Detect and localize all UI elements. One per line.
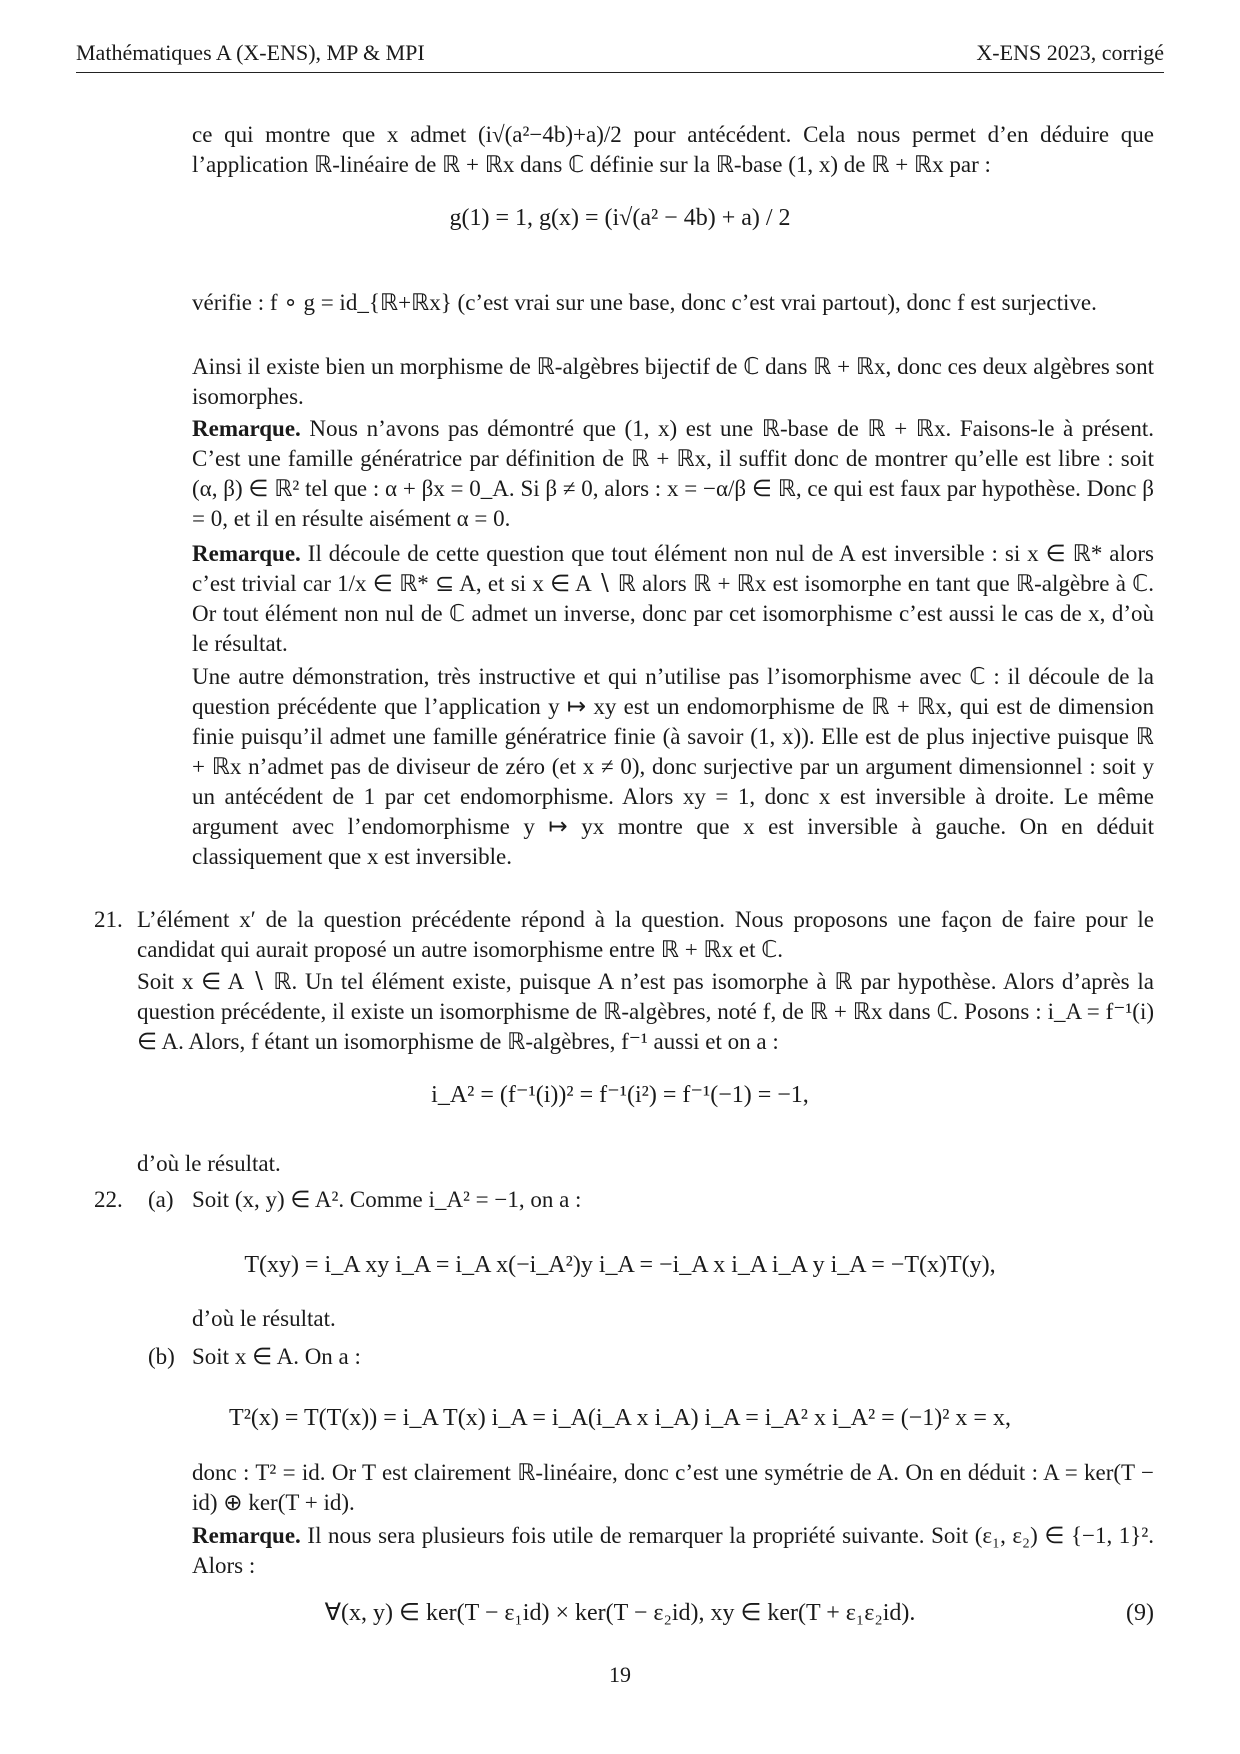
remark-invertible [192, 539, 1154, 659]
remark-basis [192, 414, 1154, 534]
remark-text: Il découle de cette question que tout élément non nul de A est inversible : si x ∈ ℝ* alors c’est trivial car 1/x ∈ ℝ* ⊆ A, et si x ∈ A ∖ ℝ alors ℝ + ℝx est isomorphe en tant que ℝ-algèbre à ℂ. Or tout élément non nul de ℂ admet un inverse, donc par cet isomorphisme c’est aussi le cas de x, d’où le résultat. [192, 541, 1155, 656]
header-left: Mathématiques A (X-ENS), MP & MPI [76, 40, 425, 65]
remark-label: Remarque. [192, 1523, 301, 1548]
remark-property [192, 1521, 1154, 1581]
question-22b-symmetry: donc : T² = id. Or T est clairement ℝ-linéaire, donc c’est une symétrie de A. On en déduit : A = ker(T − id) ⊕ ker(T + id). [192, 1460, 1154, 1515]
question-21-body: Soit x ∈ A ∖ ℝ. Un tel élément existe, puisque A n’est pas isomorphe à ℝ par hypothèse. Alors d’après la question précédente, il existe un isomorphisme de ℝ-algèbres, noté f, de ℝ + ℝx dans ℂ. Posons : i_A = f⁻¹(i) ∈ A. Alors, f étant un isomorphisme de ℝ-algèbres, f⁻¹ aussi et on a : [137, 969, 1154, 1054]
paragraph-antecedent: ce qui montre que x admet (i√(a²−4b)+a)/2 pour antécédent. Cela nous permet d’en déduire que l’application ℝ-linéaire de ℝ + ℝx dans ℂ définie sur la ℝ-base (1, x) de ℝ + ℝx par : [192, 122, 1154, 177]
subquestion-a-label: (a) [148, 1187, 174, 1212]
equation-kernel-property: ∀(x, y) ∈ ker(T − ε₁id) × ker(T − ε₂id), xy ∈ ker(T + ε₁ε₂id). [324, 1600, 916, 1626]
question-21-conclusion: d’où le résultat. [137, 1151, 281, 1176]
subquestion-b-label: (b) [148, 1344, 175, 1369]
question-22b-intro: Soit x ∈ A. On a : [192, 1344, 361, 1369]
question-22a-intro: Soit (x, y) ∈ A². Comme i_A² = −1, on a : [192, 1187, 582, 1212]
paragraph-alternative-proof: Une autre démonstration, très instructive et qui n’utilise pas l’isomorphisme avec ℂ : il découle de la question précédente que l’application y ↦ xy est un endomorphisme de ℝ + ℝx, qui est de dimension finie puisqu’il admet une famille génératrice finie (à savoir (1, x)). Elle est de plus injective puisque ℝ + ℝx n’admet pas de diviseur de zéro (et x ≠ 0), donc surjective par un argument dimensionnel : soit y un antécédent de 1 par cet endomorphisme. Alors xy = 1, donc x est inversible à droite. Le même argument avec l’endomorphisme y ↦ yx montre que x est inversible à gauche. On en déduit classiquement que x est inversible. [192, 664, 1154, 869]
equation-g-definition: g(1) = 1, g(x) = (i√(a² − 4b) + a) / 2 [449, 205, 791, 231]
remark-label: Remarque. [192, 416, 301, 441]
equation-iA-squared: i_A² = (f⁻¹(i))² = f⁻¹(i²) = f⁻¹(−1) = −1, [431, 1082, 809, 1108]
paragraph-surjective: vérifie : f ∘ g = id_{ℝ+ℝx} (c’est vrai sur une base, donc c’est vrai partout), donc f est surjective. [192, 290, 1097, 315]
question-21-intro: L’élément x′ de la question précédente répond à la question. Nous proposons une façon de faire pour le candidat qui aurait proposé un autre isomorphisme entre ℝ + ℝx et ℂ. [137, 907, 1154, 962]
remark-label: Remarque. [192, 541, 301, 566]
header-right: X-ENS 2023, corrigé [976, 40, 1164, 65]
equation-number: (9) [1126, 1600, 1154, 1626]
remark-text: Il nous sera plusieurs fois utile de remarquer la propriété suivante. Soit (ε₁, ε₂) ∈ {−1, 1}². Alors : [192, 1523, 1154, 1578]
equation-T-squared: T²(x) = T(T(x)) = i_A T(x) i_A = i_A(i_A x i_A) i_A = i_A² x i_A² = (−1)² x = x, [229, 1405, 1011, 1431]
paragraph-isomorphic: Ainsi il existe bien un morphisme de ℝ-algèbres bijectif de ℂ dans ℝ + ℝx, donc ces deux algèbres sont isomorphes. [192, 354, 1154, 409]
page-number: 19 [609, 1662, 631, 1687]
equation-T-xy: T(xy) = i_A xy i_A = i_A x(−i_A²)y i_A = −i_A x i_A i_A y i_A = −T(x)T(y), [244, 1252, 996, 1278]
question-number-22: 22. [94, 1187, 123, 1212]
remark-text: Nous n’avons pas démontré que (1, x) est une ℝ-base de ℝ + ℝx. Faisons-le à présent. C’est une famille génératrice par définition de ℝ + ℝx, il suffit donc de montrer qu’elle est libre : soit (α, β) ∈ ℝ² tel que : α + βx = 0_A. Si β ≠ 0, alors : x = −α/β ∈ ℝ, ce qui est faux par hypothèse. Donc β = 0, et il en résulte aisément α = 0. [192, 416, 1154, 531]
question-22a-conclusion: d’où le résultat. [192, 1306, 336, 1331]
question-number-21: 21. [94, 907, 123, 932]
